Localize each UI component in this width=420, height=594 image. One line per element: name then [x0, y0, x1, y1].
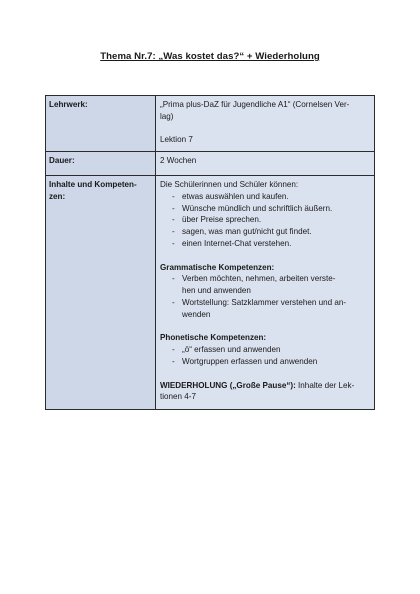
- lesson-number: Lektion 7: [160, 135, 193, 145]
- list-item: - Wünsche mündlich und schriftlich äußern.: [160, 203, 370, 215]
- grammar-list: [160, 273, 370, 320]
- row-inhalte: [46, 176, 375, 410]
- grammar-item-2-line-2: wenden: [182, 309, 211, 319]
- label-inhalte: [46, 176, 156, 410]
- grammar-item-1-line-2: hen und anwenden: [182, 286, 251, 296]
- grammar-item-2-line-1: - Wortstellung: Satzklammer verstehen und an-: [182, 297, 347, 307]
- row-lehrwerk: [46, 96, 375, 152]
- list-item: [160, 273, 370, 297]
- review-note: [160, 380, 370, 392]
- label-inhalte-line-2: zen:: [49, 191, 66, 201]
- list-item: - „ö“ erfassen und anwenden: [160, 344, 370, 356]
- phonetic-list: [160, 344, 370, 368]
- textbook-line-1: „Prima plus-DaZ für Jugendliche A1“ (Cornelsen Ver-: [160, 100, 350, 109]
- phonetic-heading: Phonetische Kompetenzen:: [160, 333, 267, 343]
- list-item: - Wortgruppen erfassen und anwenden: [160, 356, 370, 368]
- list-item: - sagen, was man gut/nicht gut findet.: [160, 226, 370, 238]
- review-text-1: Inhalte der Lek-: [295, 380, 355, 390]
- label-inhalte-line-1: Inhalte und Kompeten-: [49, 180, 137, 189]
- grammar-item-1-line-1: - Verben möchten, nehmen, arbeiten verste-: [182, 274, 336, 284]
- lesson-plan-table: [45, 95, 375, 410]
- page-title: Thema Nr.7: „Was kostet das?“ + Wiederholung: [100, 51, 320, 62]
- list-item: [160, 297, 370, 321]
- value-lehrwerk: [156, 96, 375, 152]
- review-label: WIEDERHOLUNG („Große Pause“):: [160, 380, 296, 390]
- grammar-heading: Grammatische Kompetenzen:: [160, 262, 275, 272]
- review-text-2: tionen 4-7: [160, 392, 196, 402]
- list-item: - über Preise sprechen.: [160, 214, 370, 226]
- value-dauer: 2 Wochen: [156, 152, 375, 176]
- label-dauer: Dauer:: [46, 152, 156, 176]
- value-inhalte: [156, 176, 375, 410]
- list-item: - einen Internet-Chat verstehen.: [160, 238, 370, 250]
- skills-intro: Die Schülerinnen und Schüler können:: [160, 180, 299, 189]
- textbook-line-2: lag): [160, 111, 174, 121]
- list-item: - etwas auswählen und kaufen.: [160, 191, 370, 203]
- label-lehrwerk: Lehrwerk:: [46, 96, 156, 152]
- skills-list: [160, 191, 370, 250]
- row-dauer: [46, 152, 375, 176]
